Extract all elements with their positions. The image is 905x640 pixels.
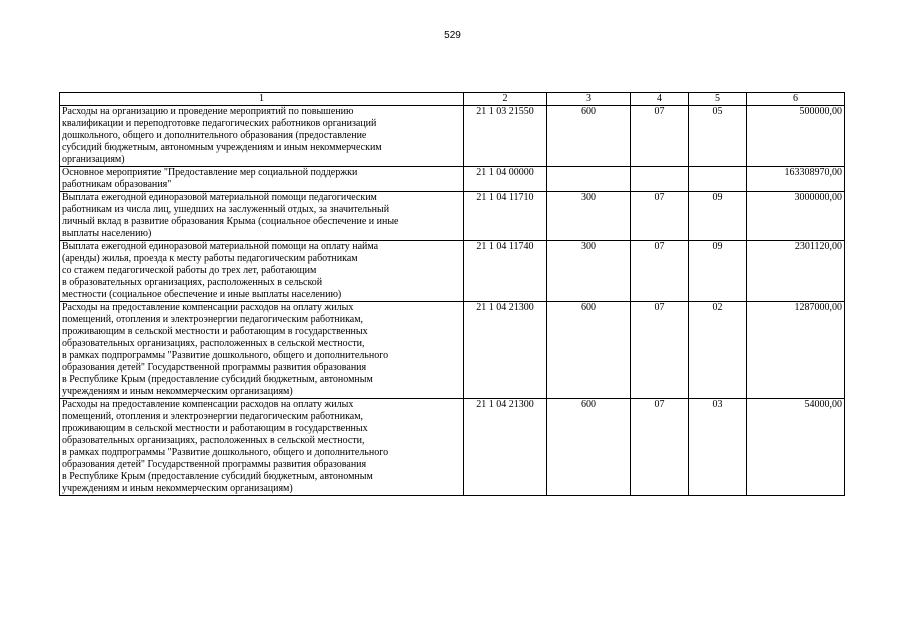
expense-type-code: 600 bbox=[547, 399, 631, 496]
subsection-code: 09 bbox=[689, 192, 747, 241]
table-row bbox=[60, 399, 845, 496]
section-code: 07 bbox=[631, 241, 689, 302]
expense-description: Расходы на предоставление компенсации расходов на оплату жилых помещений, отопления и электроэнергии педагогическим работникам, проживающим в сельской местности и работающим в государственных образовательных организациях, расположенных в сельской местности, в рамках подпрограммы "Развитие дошкольного, общего и дополнительного образования детей" Государственной программы развития образования в Республике Крым (предоставление субсидий бюджетным, автономным учреждениям и иным некоммерческим организациям) bbox=[60, 399, 464, 496]
expense-description: Выплата ежегодной единоразовой материальной помощи педагогическим работникам из числа лиц, ушедших на заслуженный отдых, за значительный личный вклад в развитие образования Крыма (социальное обеспечение и иные выплаты населению) bbox=[60, 192, 464, 241]
table-row bbox=[60, 167, 845, 192]
page-number: 529 bbox=[444, 30, 461, 41]
expense-type-code: 300 bbox=[547, 192, 631, 241]
classification-code: 21 1 04 21300 bbox=[464, 302, 547, 399]
expense-type-code: 600 bbox=[547, 302, 631, 399]
section-code: 07 bbox=[631, 106, 689, 167]
column-header: 3 bbox=[547, 93, 631, 106]
amount: 2301120,00 bbox=[747, 241, 845, 302]
column-header: 6 bbox=[747, 93, 845, 106]
column-header: 1 bbox=[60, 93, 464, 106]
subsection-code: 02 bbox=[689, 302, 747, 399]
amount: 500000,00 bbox=[747, 106, 845, 167]
expense-type-code: 300 bbox=[547, 241, 631, 302]
section-code: 07 bbox=[631, 302, 689, 399]
classification-code: 21 1 04 21300 bbox=[464, 399, 547, 496]
section-code: 07 bbox=[631, 192, 689, 241]
section-code: 07 bbox=[631, 399, 689, 496]
amount: 54000,00 bbox=[747, 399, 845, 496]
expense-description: Выплата ежегодной единоразовой материальной помощи на оплату найма (аренды) жилья, проезда к месту работы педагогическим работникам со стажем педагогической работы до трех лет, работающим в образовательных организациях, расположенных в сельской местности (социальное обеспечение и иные выплаты населению) bbox=[60, 241, 464, 302]
expense-description: Расходы на предоставление компенсации расходов на оплату жилых помещений, отопления и электроэнергии педагогическим работникам, проживающим в сельской местности и работающим в государственных образовательных организациях, расположенных в сельской местности, в рамках подпрограммы "Развитие дошкольного, общего и дополнительного образования детей" Государственной программы развития образования в Республике Крым (предоставление субсидий бюджетным, автономным учреждениям и иным некоммерческим организациям) bbox=[60, 302, 464, 399]
budget-table bbox=[59, 92, 845, 496]
classification-code: 21 1 04 00000 bbox=[464, 167, 547, 192]
amount: 3000000,00 bbox=[747, 192, 845, 241]
amount: 163308970,00 bbox=[747, 167, 845, 192]
expense-description: Расходы на организацию и проведение мероприятий по повышению квалификации и переподготовке педагогических работников организаций дошкольного, общего и дополнительного образования (предоставление субсидий бюджетным, автономным учреждениям и иным некоммерческим организациям) bbox=[60, 106, 464, 167]
expense-type-code bbox=[547, 167, 631, 192]
column-header: 4 bbox=[631, 93, 689, 106]
table-row bbox=[60, 106, 845, 167]
expense-description: Основное мероприятие "Предоставление мер социальной поддержки работникам образования" bbox=[60, 167, 464, 192]
amount: 1287000,00 bbox=[747, 302, 845, 399]
subsection-code: 03 bbox=[689, 399, 747, 496]
table-row bbox=[60, 241, 845, 302]
table-row bbox=[60, 192, 845, 241]
classification-code: 21 1 04 11710 bbox=[464, 192, 547, 241]
subsection-code: 09 bbox=[689, 241, 747, 302]
section-code bbox=[631, 167, 689, 192]
subsection-code bbox=[689, 167, 747, 192]
table-row bbox=[60, 302, 845, 399]
header-row bbox=[60, 93, 845, 106]
subsection-code: 05 bbox=[689, 106, 747, 167]
classification-code: 21 1 04 11740 bbox=[464, 241, 547, 302]
expense-type-code: 600 bbox=[547, 106, 631, 167]
column-header: 2 bbox=[464, 93, 547, 106]
classification-code: 21 1 03 21550 bbox=[464, 106, 547, 167]
column-header: 5 bbox=[689, 93, 747, 106]
